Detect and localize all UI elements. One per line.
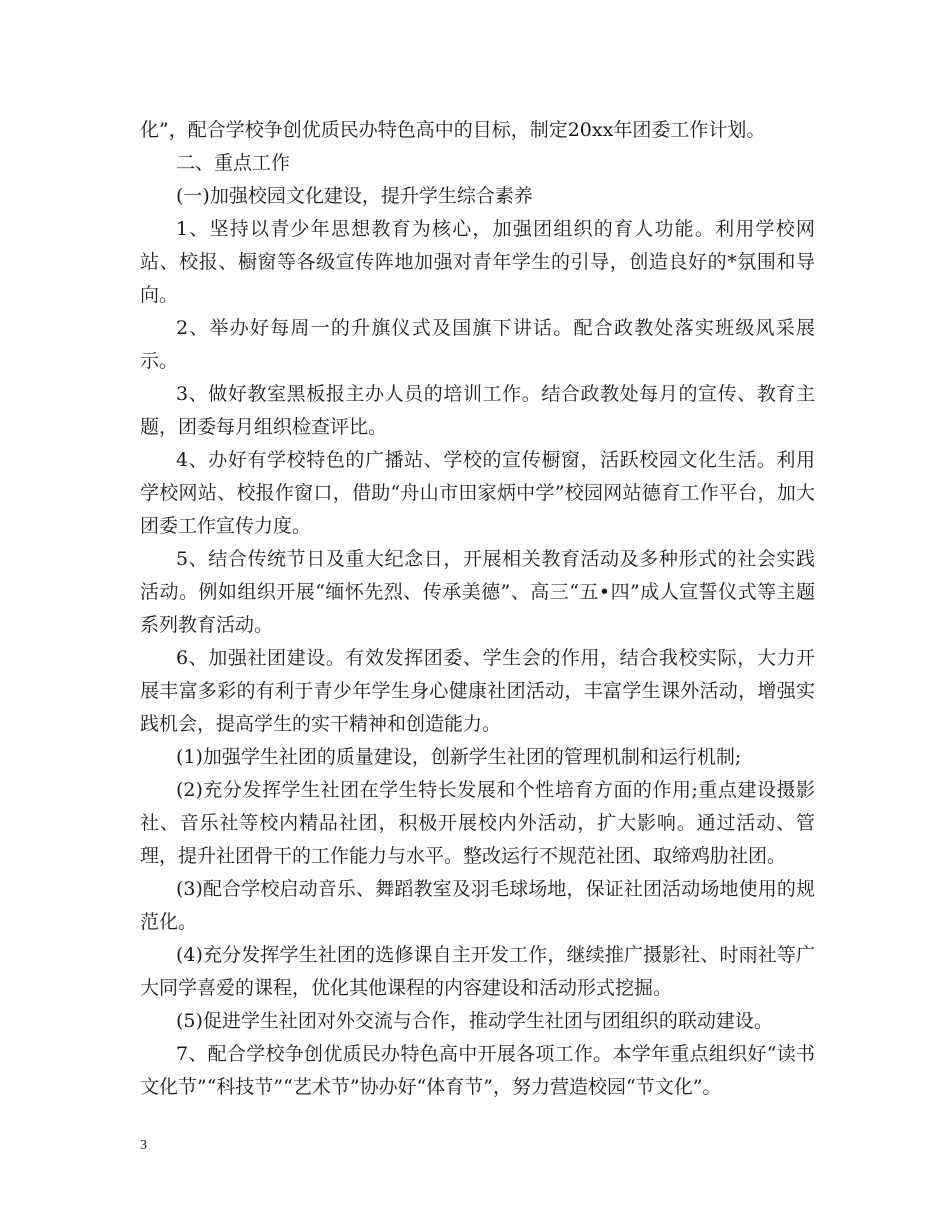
list-item: (1)加强学生社团的质量建设，创新学生社团的管理机制和运行机制;	[176, 746, 742, 768]
paragraph: 4、办好有学校特色的广播站、学校的宣传橱窗，活跃校园文化生活。利用学校网站、校报作窗口，借助“舟山市田家炳中学”校园网站德育工作平台，加大团委工作宣传力度。	[140, 449, 815, 537]
paragraph: 5、结合传统节日及重大纪念日，开展相关教育活动及多种形式的社会实践活动。例如组织开展“缅怀先烈、传承美德”、高三“五•四”成人宣誓仪式等主题系列教育活动。	[140, 548, 815, 636]
subsection-heading: (一)加强校园文化建设，提升学生综合素养	[176, 185, 533, 207]
section-heading: 二、重点工作	[176, 152, 291, 174]
list-item: (4)充分发挥学生社团的选修课自主开发工作，继续推广摄影社、时雨社等广大同学喜爱的课程，优化其他课程的内容建设和活动形式挖掘。	[140, 944, 815, 999]
paragraph: 1、坚持以青少年思想教育为核心，加强团组织的育人功能。利用学校网站、校报、橱窗等各级宣传阵地加强对青年学生的引导，创造良好的*氛围和导向。	[140, 218, 815, 306]
page-number: 3	[140, 1138, 147, 1153]
list-item: (5)促进学生社团对外交流与合作，推动学生社团与团组织的联动建设。	[176, 1010, 773, 1032]
paragraph: 7、配合学校争创优质民办特色高中开展各项工作。本学年重点组织好“读书文化节”“科技节”“艺术节”协办好“体育节”，努力营造校园“节文化”。	[140, 1043, 815, 1098]
paragraph: 化”，配合学校争创优质民办特色高中的目标，制定20xx年团委工作计划。	[140, 119, 766, 141]
list-item: (2)充分发挥学生社团在学生特长发展和个性培育方面的作用;重点建设摄影社、音乐社等校内精品社团，积极开展校内外活动，扩大影响。通过活动、管理，提升社团骨干的工作能力与水平。整改运行不规范社团、取缔鸡肋社团。	[140, 779, 815, 867]
paragraph: 6、加强社团建设。有效发挥团委、学生会的作用，结合我校实际，大力开展丰富多彩的有利于青少年学生身心健康社团活动，丰富学生课外活动，增强实践机会，提高学生的实干精神和创造能力。	[140, 647, 815, 735]
list-item: (3)配合学校启动音乐、舞蹈教室及羽毛球场地，保证社团活动场地使用的规范化。	[140, 878, 815, 933]
document-body	[140, 114, 815, 1104]
paragraph: 3、做好教室黑板报主办人员的培训工作。结合政教处每月的宣传、教育主题，团委每月组织检查评比。	[140, 383, 815, 438]
paragraph: 2、举办好每周一的升旗仪式及国旗下讲话。配合政教处落实班级风采展示。	[140, 317, 815, 372]
